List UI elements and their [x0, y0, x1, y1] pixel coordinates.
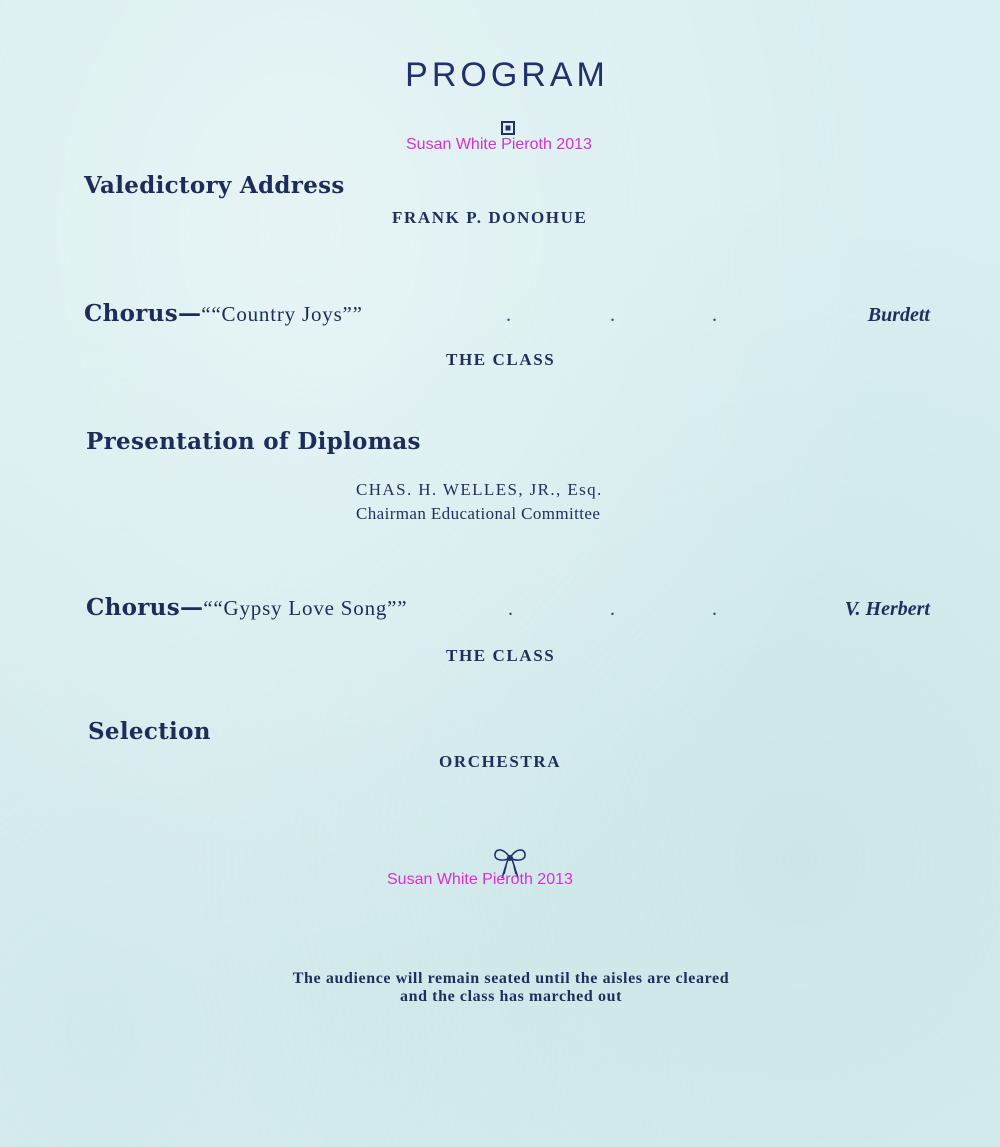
watermark-bottom: Susan White Pieroth 2013 [387, 871, 573, 888]
heading-valedictory: Valedictory Address [84, 172, 345, 199]
performer-welles: CHAS. H. WELLES, JR., Esq. [356, 480, 603, 499]
heading-selection: Selection [88, 718, 211, 745]
notice-line-1: The audience will remain seated until the aisles are cleared [292, 970, 730, 987]
performer-donohue: FRANK P. DONOHUE [392, 208, 588, 227]
leader-dots: . [508, 598, 513, 620]
heading-chorus-1 [84, 300, 363, 327]
leader-dots: . [712, 598, 717, 620]
composer-herbert: V. Herbert [844, 598, 930, 620]
watermark-top: Susan White Pieroth 2013 [406, 136, 592, 153]
heading-chorus-label: Chorus— [84, 300, 202, 327]
performer-orchestra: ORCHESTRA [439, 752, 562, 771]
heading-diplomas: Presentation of Diplomas [86, 428, 421, 455]
notice-line-2: and the class has marched out [399, 988, 623, 1005]
performer-class: THE CLASS [446, 350, 556, 369]
leader-dots: . [712, 304, 717, 326]
performer-class: THE CLASS [446, 646, 556, 665]
composer-burdett: Burdett [867, 304, 930, 326]
page-title: PROGRAM [405, 56, 609, 94]
leader-dots: . [610, 598, 615, 620]
square-ornament-icon [501, 121, 515, 135]
performer-note: Chairman Educational Committee [356, 504, 601, 523]
leader-dots: . [610, 304, 615, 326]
heading-chorus-2 [86, 594, 407, 621]
song-title: ““Country Joys”” [201, 302, 363, 326]
leader-dots: . [506, 304, 511, 326]
closing-notice [0, 970, 1000, 1006]
heading-chorus-label: Chorus— [86, 594, 204, 621]
song-title: ““Gypsy Love Song”” [203, 596, 408, 620]
